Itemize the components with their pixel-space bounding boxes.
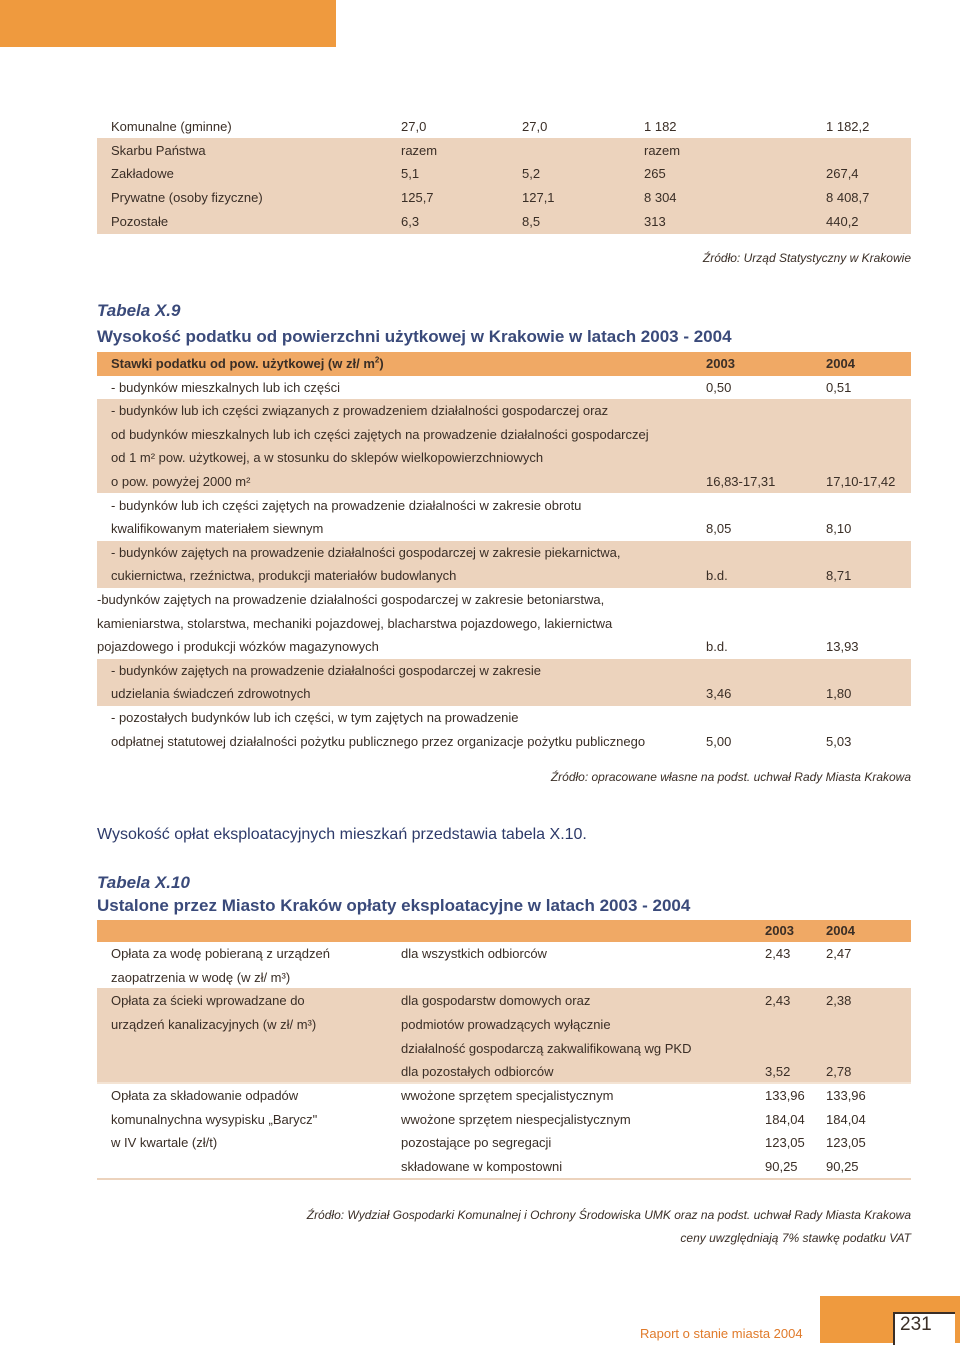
row-text: - budynków zajętych na prowadzenie działalności gospodarczej w zakresie (111, 663, 541, 678)
table-source: Źródło: opracowane własne na podst. uchwał Rady Miasta Krakowa (550, 770, 911, 784)
row-subcategory: pozostające po segregacji (401, 1135, 552, 1150)
value-2004: 1,80 (826, 686, 852, 701)
row-divider (97, 1082, 911, 1084)
value-2003: 2,43 (765, 946, 791, 961)
row-background (97, 209, 911, 234)
row-label: Prywatne (osoby fizyczne) (111, 190, 263, 205)
row-text: od 1 m² pow. użytkowej, a w stosunku do sklepów wielkopowierzchniowych (111, 450, 544, 465)
table-title: Wysokość podatku od powierzchni użytkowej w Krakowie w latach 2003 - 2004 (97, 327, 732, 346)
row-text: - budynków mieszkalnych lub ich części (111, 380, 341, 395)
value-2004: 123,05 (826, 1135, 866, 1150)
row-subcategory: dla gospodarstw domowych oraz (401, 993, 591, 1008)
row-label: Opłata za ścieki wprowadzane do (111, 993, 305, 1008)
row-label: zaopatrzenia w wodę (w zł/ m³) (111, 970, 291, 985)
row-subcategory: działalność gospodarczą zakwalifikowaną wg PKD (401, 1041, 692, 1056)
value-2003: 184,04 (765, 1112, 805, 1127)
row-label: komunalnychna wysypisku „Barycz" (111, 1112, 318, 1127)
row-text: od budynków mieszkalnych lub ich części zajętych na prowadzenie działalności gospodarczej (111, 427, 649, 442)
row-background (97, 162, 911, 185)
value-2004: 133,96 (826, 1088, 866, 1103)
value-2003: 0,50 (706, 380, 732, 395)
row-label: Pozostałe (111, 214, 169, 229)
header-2003: 2003 (706, 356, 735, 371)
row-text: udzielania świadczeń zdrowotnych (111, 686, 311, 701)
value-2003: 123,05 (765, 1135, 805, 1150)
row-text: - budynków lub ich części zajętych na prowadzenie działalności w zakresie obrotu (111, 498, 582, 513)
cell: 8,5 (522, 214, 541, 229)
row-label: urządzeń kanalizacyjnych (w zł/ m³) (111, 1017, 317, 1032)
row-subcategory: składowane w kompostowni (401, 1159, 563, 1174)
value-2003: 5,00 (706, 734, 732, 749)
value-2004: 2,78 (826, 1064, 852, 1079)
cell: 8 304 (644, 190, 677, 205)
value-2003: b.d. (706, 568, 728, 583)
value-2003: 16,83-17,31 (706, 474, 776, 489)
value-2004: 2,47 (826, 946, 852, 961)
row-label: Opłata za wodę pobieraną z urządzeń (111, 946, 330, 961)
cell: 267,4 (826, 166, 859, 181)
cell: 5,2 (522, 166, 541, 181)
cell: 265 (644, 166, 666, 181)
table-label: Tabela X.9 (97, 301, 181, 320)
cell: razem (644, 143, 681, 158)
row-text: kamieniarstwa, stolarstwa, mechaniki pojazdowej, blacharstwa pojazdowego, lakiernictwa (97, 616, 613, 631)
header-2004: 2004 (826, 923, 855, 938)
row-subcategory: dla pozostałych odbiorców (401, 1064, 554, 1079)
row-label: Skarbu Państwa (111, 143, 206, 158)
value-2004: 8,71 (826, 568, 852, 583)
value-2004: 8,10 (826, 521, 852, 536)
page-number: 231 (900, 1314, 932, 1335)
table-label: Tabela X.10 (97, 873, 190, 892)
row-subcategory: dla wszystkich odbiorców (401, 946, 547, 961)
row-background (97, 138, 911, 162)
row-text: - budynków lub ich części związanych z prowadzeniem działalności gospodarczej oraz (111, 403, 609, 418)
value-2003: 8,05 (706, 521, 732, 536)
row-text: cukiernictwa, rzeźnictwa, produkcji materiałów budowlanych (111, 568, 457, 583)
value-2003: 2,43 (765, 993, 791, 1008)
header-2004: 2004 (826, 356, 855, 371)
cell: 127,1 (522, 190, 555, 205)
value-2003: 90,25 (765, 1159, 798, 1174)
value-2003: b.d. (706, 639, 728, 654)
value-2004: 90,25 (826, 1159, 859, 1174)
row-label: Komunalne (gminne) (111, 119, 232, 134)
row-text: - budynków zajętych na prowadzenie działalności gospodarczej w zakresie piekarnictwa, (111, 545, 621, 560)
cell: 313 (644, 214, 666, 229)
value-2003: 133,96 (765, 1088, 805, 1103)
row-divider (97, 1178, 911, 1180)
row-text: -budynków zajętych na prowadzenie działalności gospodarczej w zakresie betoniarstwa, (97, 592, 605, 607)
row-text: odpłatnej statutowej działalności pożytku publicznego przez organizacje pożytku publicznego (111, 734, 646, 749)
cell: 1 182,2 (826, 119, 870, 134)
cell: razem (401, 143, 438, 158)
cell: 27,0 (401, 119, 427, 134)
row-text: - pozostałych budynków lub ich części, w tym zajętych na prowadzenie (111, 710, 519, 725)
header-2003: 2003 (765, 923, 794, 938)
header-orange-tab (0, 0, 336, 47)
row-subcategory: wwożone sprzętem specjalistycznym (401, 1088, 614, 1103)
value-2004: 17,10-17,42 (826, 474, 896, 489)
value-2004: 13,93 (826, 639, 859, 654)
table-source: Źródło: Urząd Statystyczny w Krakowie (702, 251, 911, 265)
row-label: Opłata za składowanie odpadów (111, 1088, 299, 1103)
cell: 6,3 (401, 214, 420, 229)
cell: 1 182 (644, 119, 677, 134)
value-2003: 3,52 (765, 1064, 791, 1079)
table-note: ceny uwzględniają 7% stawkę podatku VAT (680, 1231, 911, 1245)
row-text: kwalifikowanym materiałem siewnym (111, 521, 324, 536)
row-text: o pow. powyżej 2000 m² (111, 474, 251, 489)
cell: 5,1 (401, 166, 420, 181)
table-source: Źródło: Wydział Gospodarki Komunalnej i Ochrony Środowiska UMK oraz na podst. uchwał Rady Miasta Krakowa (306, 1208, 911, 1222)
table-title: Ustalone przez Miasto Kraków opłaty eksploatacyjne w latach 2003 - 2004 (97, 896, 691, 915)
value-2004: 0,51 (826, 380, 852, 395)
cell: 440,2 (826, 214, 859, 229)
value-2004: 184,04 (826, 1112, 866, 1127)
row-label: w IV kwartale (zł/t) (111, 1135, 218, 1150)
row-text: pojazdowego i produkcji wózków magazynowych (97, 639, 379, 654)
value-2003: 3,46 (706, 686, 732, 701)
value-2004: 2,38 (826, 993, 852, 1008)
cell: 8 408,7 (826, 190, 870, 205)
row-subcategory: wwożone sprzętem niespecjalistycznym (401, 1112, 631, 1127)
cell: 27,0 (522, 119, 548, 134)
cell: 125,7 (401, 190, 434, 205)
value-2004: 5,03 (826, 734, 852, 749)
row-label: Zakładowe (111, 166, 174, 181)
header-col-label: Stawki podatku od pow. użytkowej (w zł/ $m^2$) (111, 355, 384, 371)
intro-paragraph: Wysokość opłat eksploatacyjnych mieszkań przedstawia tabela X.10. (97, 826, 587, 843)
row-subcategory: podmiotów prowadzących wyłącznie (401, 1017, 611, 1032)
footer-report-title: Raport o stanie miasta 2004 (640, 1326, 803, 1341)
